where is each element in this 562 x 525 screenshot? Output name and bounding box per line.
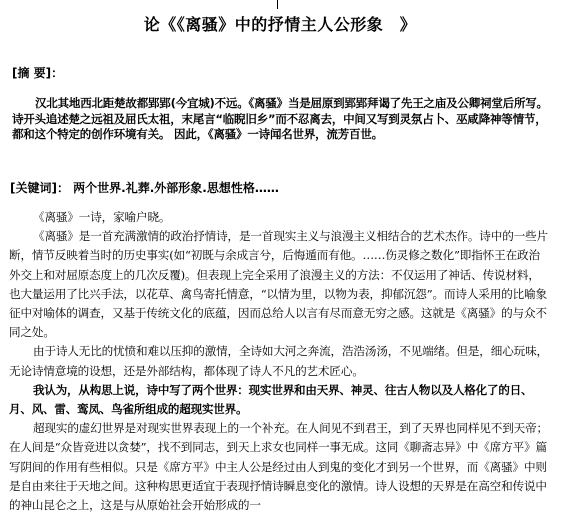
body-paragraph-4: 我认为，从构思上说，诗中写了两个世界：现实世界和由天界、神灵、往古人物以及人格化了的日、月、风、雷、鸾凤、鸟雀所组成的超现实世界。 [9, 382, 533, 417]
body-paragraph-2: 《离骚》是一首充满激情的政治抒情诗，是一首现实主义与浪漫主义相结合的艺术杰作。诗中的一些片断，情节反映着当时的历史事实(如“初既与余成言兮，后悔遁而有他。……伤灵修之数化”即指怀王在政治外交上和对屈原态度上的几次反覆)。但表现上完全采用了浪漫主义的方法：不仅运用了神话、传说材料，也大量运用了比兴手法，以花草、禽鸟寄托情意，“以情为里，以物为表，抑郁沉怨”。而诗人采用的比喻象征中对喻体的调查，又基于传统文化的底蕴，因而总给人以言有尽而意无穷之感。这就是《离骚》的与众不同之处。 [9, 229, 548, 340]
body-paragraph-3: 由于诗人无比的忧愤和难以压抑的激情，全诗如大河之奔流，浩浩汤汤，不见端绪。但是，细心玩味，无论诗情意境的设想，还是外部结构，都体现了诗人不凡的艺术匠心。 [9, 344, 548, 378]
abstract-label: [摘 要]： [12, 66, 64, 80]
abstract-text: 汉北其地西北距楚故都郢郢(今宜城)不远。《离骚》当是屈原到郢郢拜谒了先王之庙及公卿祠堂后所写。诗开头追述楚之远祖及屈氏太祖，末尾言“临睨旧乡”而不忍离去，中间又写到灵氛占卜、巫咸降神等情节，都和这个特定的创作环境有关。 因此，《离骚》一诗闻名世界，流芳百世。 [12, 96, 548, 141]
text-cursor [277, 0, 278, 9]
body-text [9, 208, 551, 515]
body-paragraph-1: 《离骚》一诗，家喻户晓。 [33, 210, 171, 224]
keywords-line: [关键词]： 两个世界.礼葬.外部形象.思想性格…… [10, 181, 279, 195]
body-paragraph-5: 超现实的虚幻世界是对现实世界表现上的一个补充。在人间见不到君王，到了天界也同样见不到天帝；在人间是“众皆竞进以贪婪”，找不到同志，到天上求女也同样一事无成。这同《聊斋志异》中《席方平》篇写阴间的作用有些相似。只是《席方平》中主人公是经过由人到鬼的变化才到另一个世界，而《离骚》中则是自由来往于天地之间。这种构思更适宜于表现抒情诗瞬息变化的激情。诗人设想的天界是在高空和传说中的神山昆仑之上，这是与从原始社会开始形成的一 [9, 421, 548, 513]
page-title: 论《《离骚》中的抒情主人公形象 》 [143, 15, 417, 34]
